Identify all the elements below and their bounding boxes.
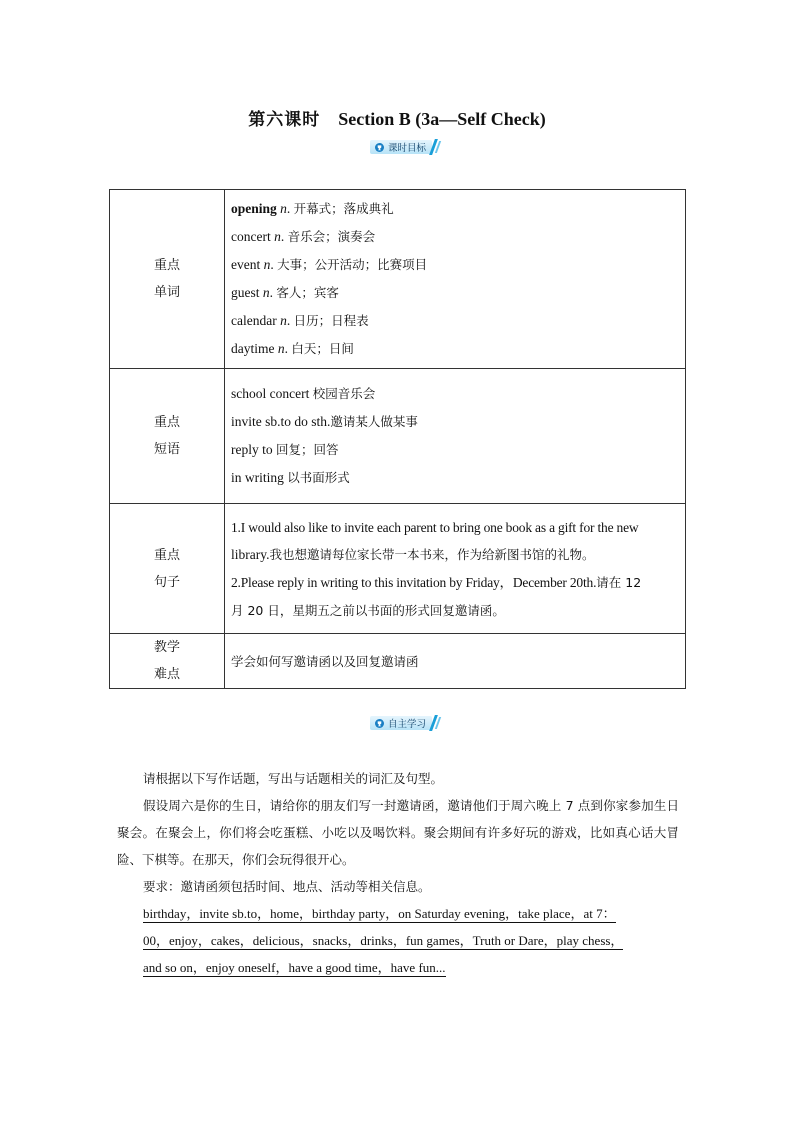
word-item: concert n. 音乐会；演奏会	[231, 229, 376, 244]
key-phrases-list	[225, 369, 686, 504]
category-key-words: 重点 单词	[110, 190, 225, 369]
objectives-banner	[370, 139, 440, 155]
sentence-1-line-1: 1.I would also like to invite each parent to bring one book as a gift for the new	[231, 519, 639, 535]
category-teaching-difficulty: 教学 难点	[110, 634, 225, 689]
table-row-key-sentences	[110, 504, 686, 634]
trophy-icon	[375, 719, 384, 728]
word-item: calendar n. 日历；日程表	[231, 313, 369, 328]
sentence-2-line-1: 2.Please reply in writing to this invitation by Friday，December 20th.请在 12	[231, 574, 642, 590]
objectives-table	[109, 189, 686, 689]
table-row-key-words	[110, 190, 686, 369]
category-key-sentences: 重点 句子	[110, 504, 225, 634]
word-item: guest n. 客人；宾客	[231, 285, 339, 300]
phrase-item: reply to 回复；回答	[231, 442, 339, 457]
key-words-list	[225, 190, 686, 369]
lesson-label: 第六课时	[248, 110, 321, 130]
section-label: Section B (3a—Self Check)	[338, 109, 546, 129]
page-title	[0, 105, 794, 130]
category-key-phrases: 重点 短语	[110, 369, 225, 504]
table-row-key-phrases	[110, 369, 686, 504]
self-study-banner	[370, 715, 440, 731]
trophy-icon	[375, 143, 384, 152]
answer-line-3: and so on，enjoy oneself，have a good time，have fun...	[143, 960, 446, 975]
word-item: event n. 大事；公开活动；比赛项目	[231, 257, 428, 272]
answer-line-1: birthday，invite sb.to，home，birthday party，on Saturday evening，take place，at 7：	[143, 906, 616, 921]
objectives-banner-label: 课时目标	[388, 143, 427, 154]
phrase-item: invite sb.to do sth.邀请某人做某事	[231, 414, 418, 429]
self-study-banner-label: 自主学习	[388, 719, 427, 730]
word-item: daytime n. 白天；日间	[231, 341, 354, 356]
word-item: opening n. 开幕式；落成典礼	[231, 201, 394, 216]
answer-line-2: 00，enjoy，cakes，delicious，snacks，drinks，fun games，Truth or Dare，play chess，	[143, 933, 624, 948]
writing-prompt: 假设周六是你的生日，请给你的朋友们写一封邀请函，邀请他们于周六晚上 7 点到你家参加生日聚会。在聚会上，你们将会吃蛋糕、小吃以及喝饮料。聚会期间有许多好玩的游戏，比如真心话大冒险、下棋等。在那天，你们会玩得很开心。	[117, 798, 679, 867]
table-row-teaching-difficulty	[110, 634, 686, 689]
writing-requirement: 要求：邀请函须包括时间、地点、活动等相关信息。	[143, 879, 431, 894]
sentence-1-line-2: library.我也想邀请每位家长带一本书来，作为给新图书馆的礼物。	[231, 546, 595, 562]
self-study-section	[117, 765, 679, 981]
key-sentences-list	[225, 504, 686, 634]
teaching-difficulty-content: 学会如何写邀请函以及回复邀请函	[225, 634, 686, 689]
phrase-item: in writing 以书面形式	[231, 470, 350, 485]
sentence-2-line-2: 月 20 日，星期五之前以书面的形式回复邀请函。	[231, 602, 505, 618]
writing-instruction: 请根据以下写作话题，写出与话题相关的词汇及句型。	[143, 771, 444, 786]
phrase-item: school concert 校园音乐会	[231, 386, 376, 401]
